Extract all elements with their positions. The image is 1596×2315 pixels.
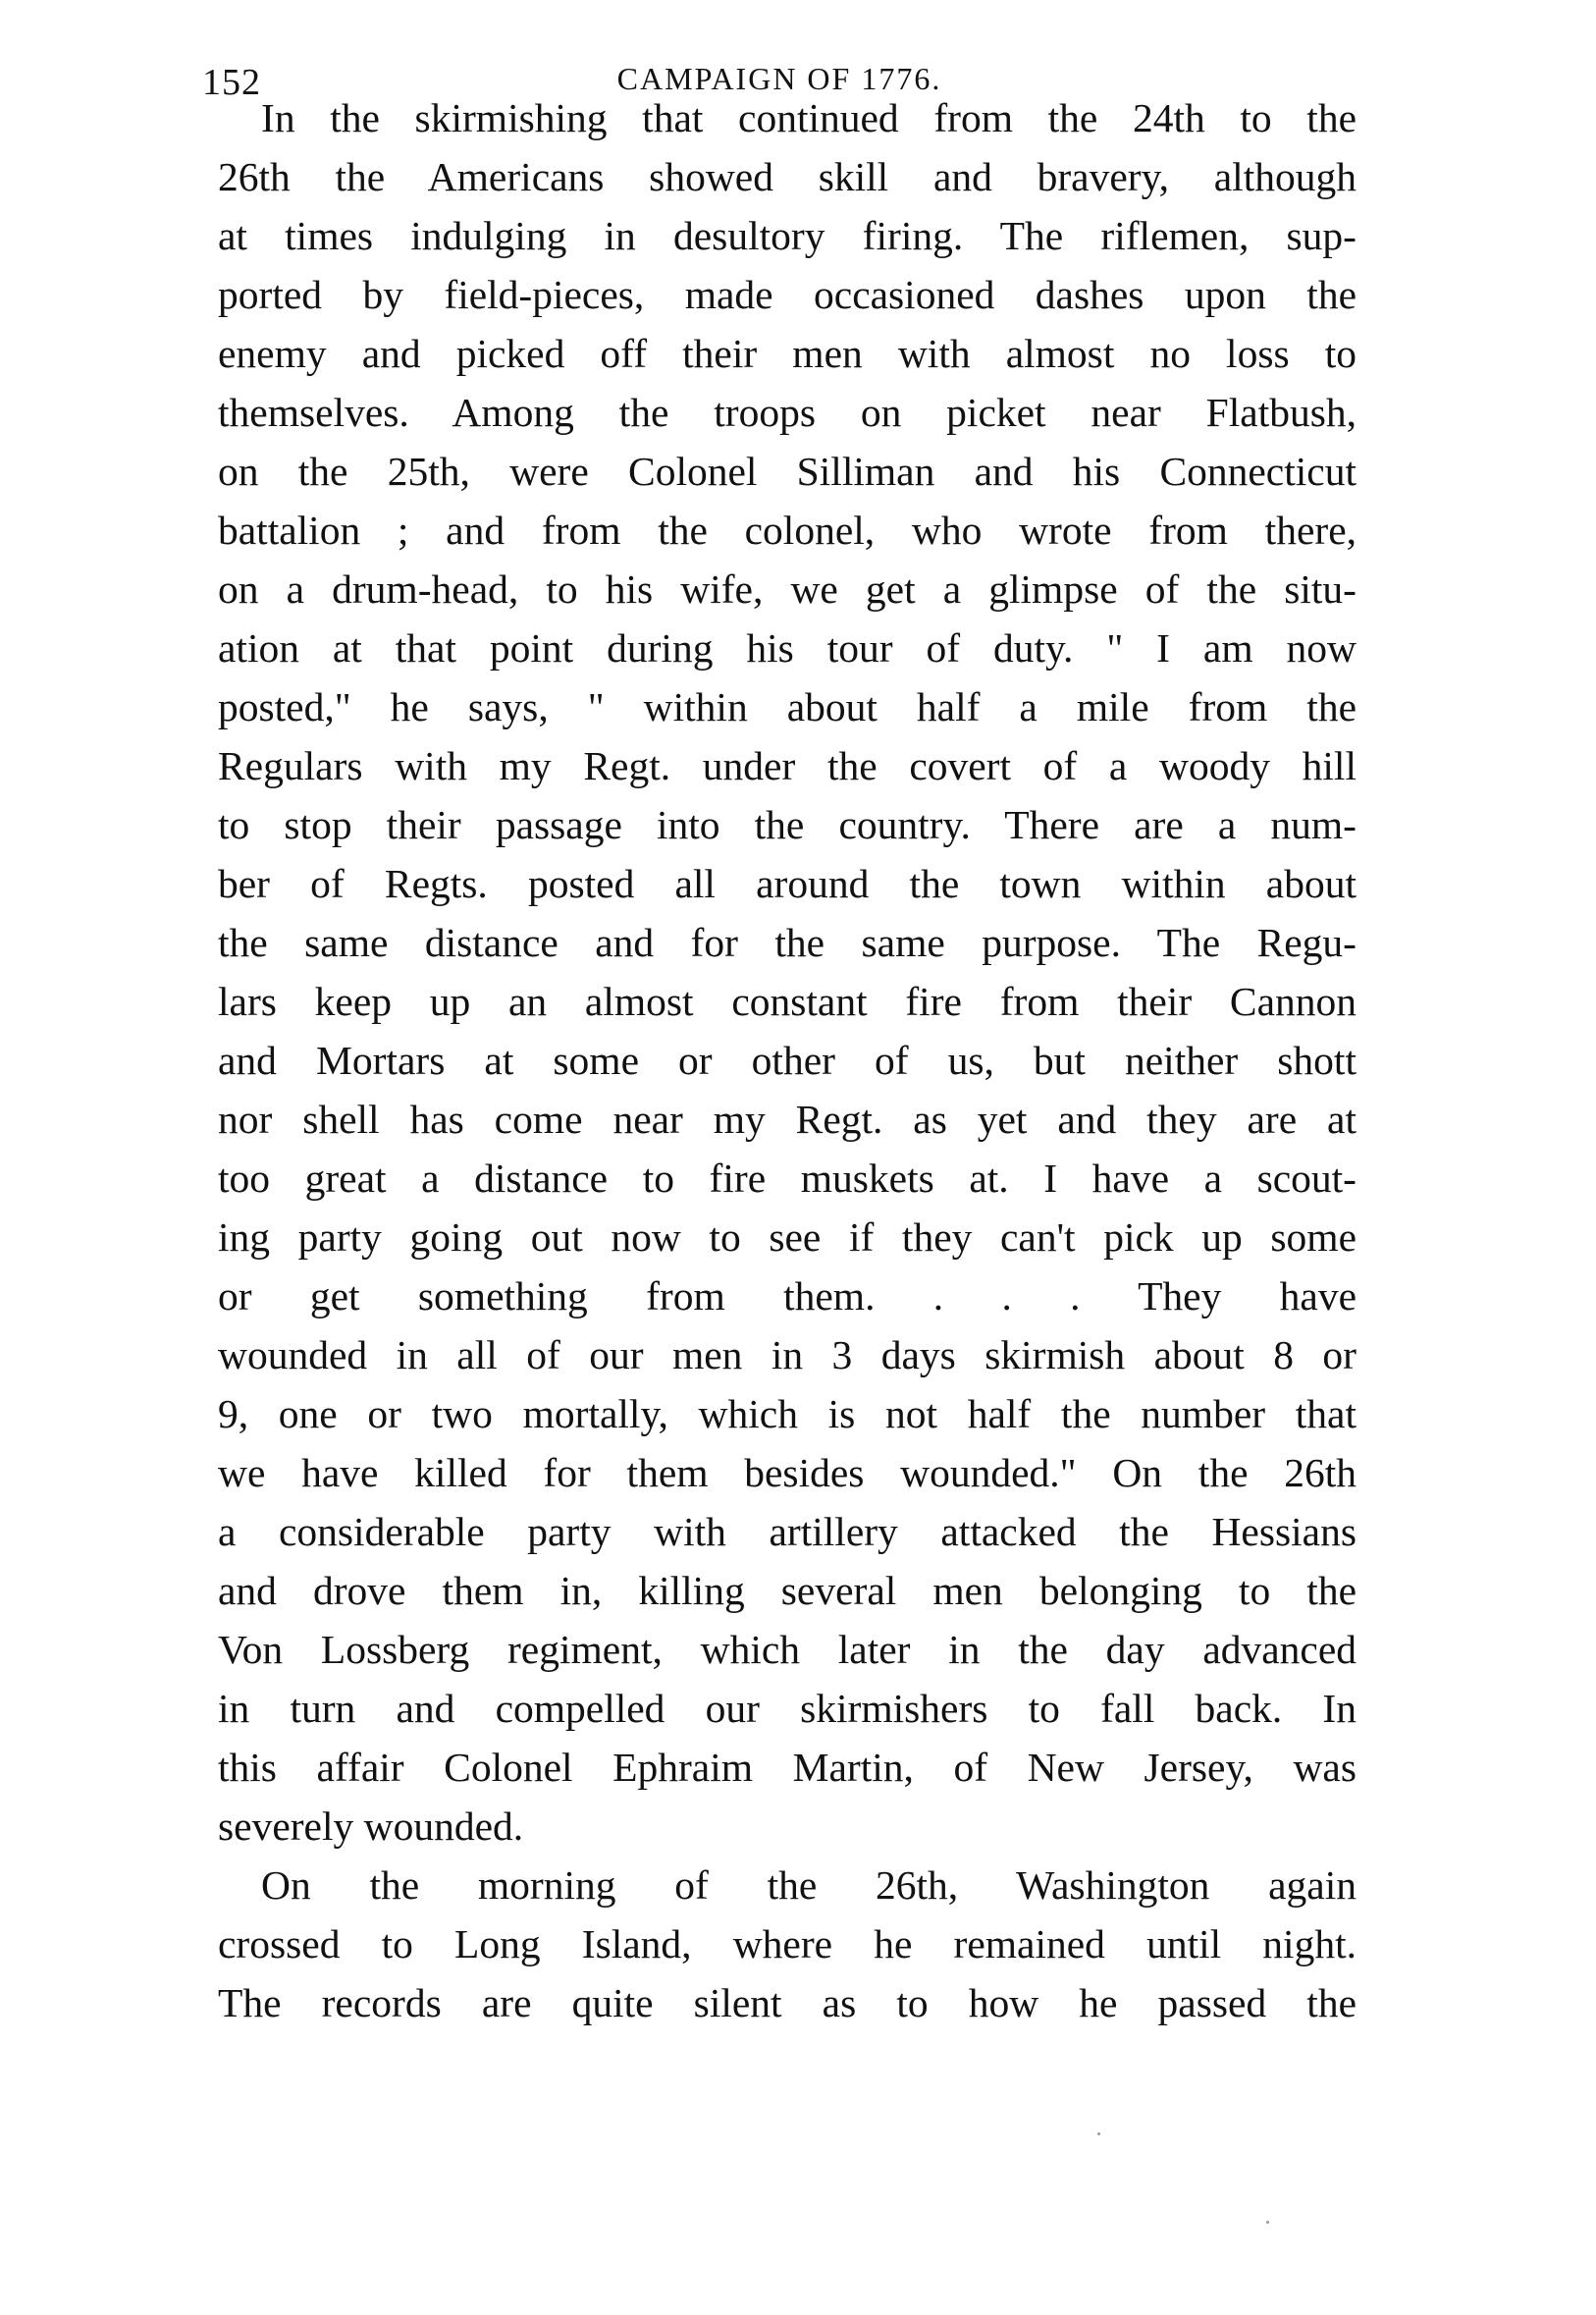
text-line: and Mortars at some or other of us, but neither shott: [218, 1038, 1357, 1083]
text-line: posted," he says, " within about half a mile from the: [218, 684, 1357, 729]
text-line: at times indulging in desultory firing. The riflemen, sup-: [218, 213, 1357, 258]
text-line: enemy and picked off their men with almost no loss to: [218, 331, 1357, 376]
text-line: crossed to Long Island, where he remained until night.: [218, 1921, 1357, 1966]
text-line: Von Lossberg regiment, which later in the day advanced: [218, 1627, 1357, 1672]
paper-speck: [1266, 2221, 1269, 2224]
text-line: ber of Regts. posted all around the town within about: [218, 861, 1357, 906]
text-line: wounded in all of our men in 3 days skirmish about 8 or: [218, 1332, 1357, 1377]
text-line: a considerable party with artillery attacked the Hessians: [218, 1509, 1357, 1554]
text-line: severely wounded.: [218, 1804, 524, 1849]
text-line: too great a distance to fire muskets at. I have a scout-: [218, 1156, 1357, 1201]
text-line: ported by field-pieces, made occasioned dashes upon the: [218, 272, 1357, 317]
text-line: nor shell has come near my Regt. as yet and they are at: [218, 1097, 1357, 1142]
running-title: CAMPAIGN OF 1776.: [616, 61, 942, 96]
text-line: On the morning of the 26th, Washington again: [261, 1862, 1357, 1908]
text-line: ation at that point during his tour of duty. " I am now: [218, 625, 1357, 671]
text-line: battalion ; and from the colonel, who wrote from there,: [218, 508, 1357, 553]
paper-speck: [1097, 2132, 1100, 2135]
text-line: Regulars with my Regt. under the covert of a woody hill: [218, 743, 1357, 788]
text-line: The records are quite silent as to how he passed the: [218, 1980, 1357, 2025]
text-line: on the 25th, were Colonel Silliman and his Connecticut: [218, 449, 1357, 494]
page-number: 152: [202, 62, 261, 103]
text-line: this affair Colonel Ephraim Martin, of New Jersey, was: [218, 1745, 1357, 1790]
text-line: 9, one or two mortally, which is not half the number that: [218, 1391, 1357, 1436]
text-line: and drove them in, killing several men belonging to the: [218, 1568, 1357, 1613]
text-line: or get something from them. . . . They have: [218, 1273, 1357, 1319]
text-line: the same distance and for the same purpose. The Regu-: [218, 920, 1357, 965]
text-line: In the skirmishing that continued from the 24th to the: [261, 95, 1357, 140]
text-line: ing party going out now to see if they can't pick up some: [218, 1214, 1357, 1260]
text-line: on a drum-head, to his wife, we get a glimpse of the situ-: [218, 566, 1357, 612]
text-line: 26th the Americans showed skill and bravery, although: [218, 154, 1357, 199]
text-line: lars keep up an almost constant fire from their Cannon: [218, 979, 1357, 1024]
text-line: to stop their passage into the country. There are a num-: [218, 802, 1357, 847]
text-line: we have killed for them besides wounded." On the 26th: [218, 1450, 1357, 1495]
text-line: in turn and compelled our skirmishers to fall back. In: [218, 1686, 1357, 1731]
text-line: themselves. Among the troops on picket near Flatbush,: [218, 390, 1357, 435]
